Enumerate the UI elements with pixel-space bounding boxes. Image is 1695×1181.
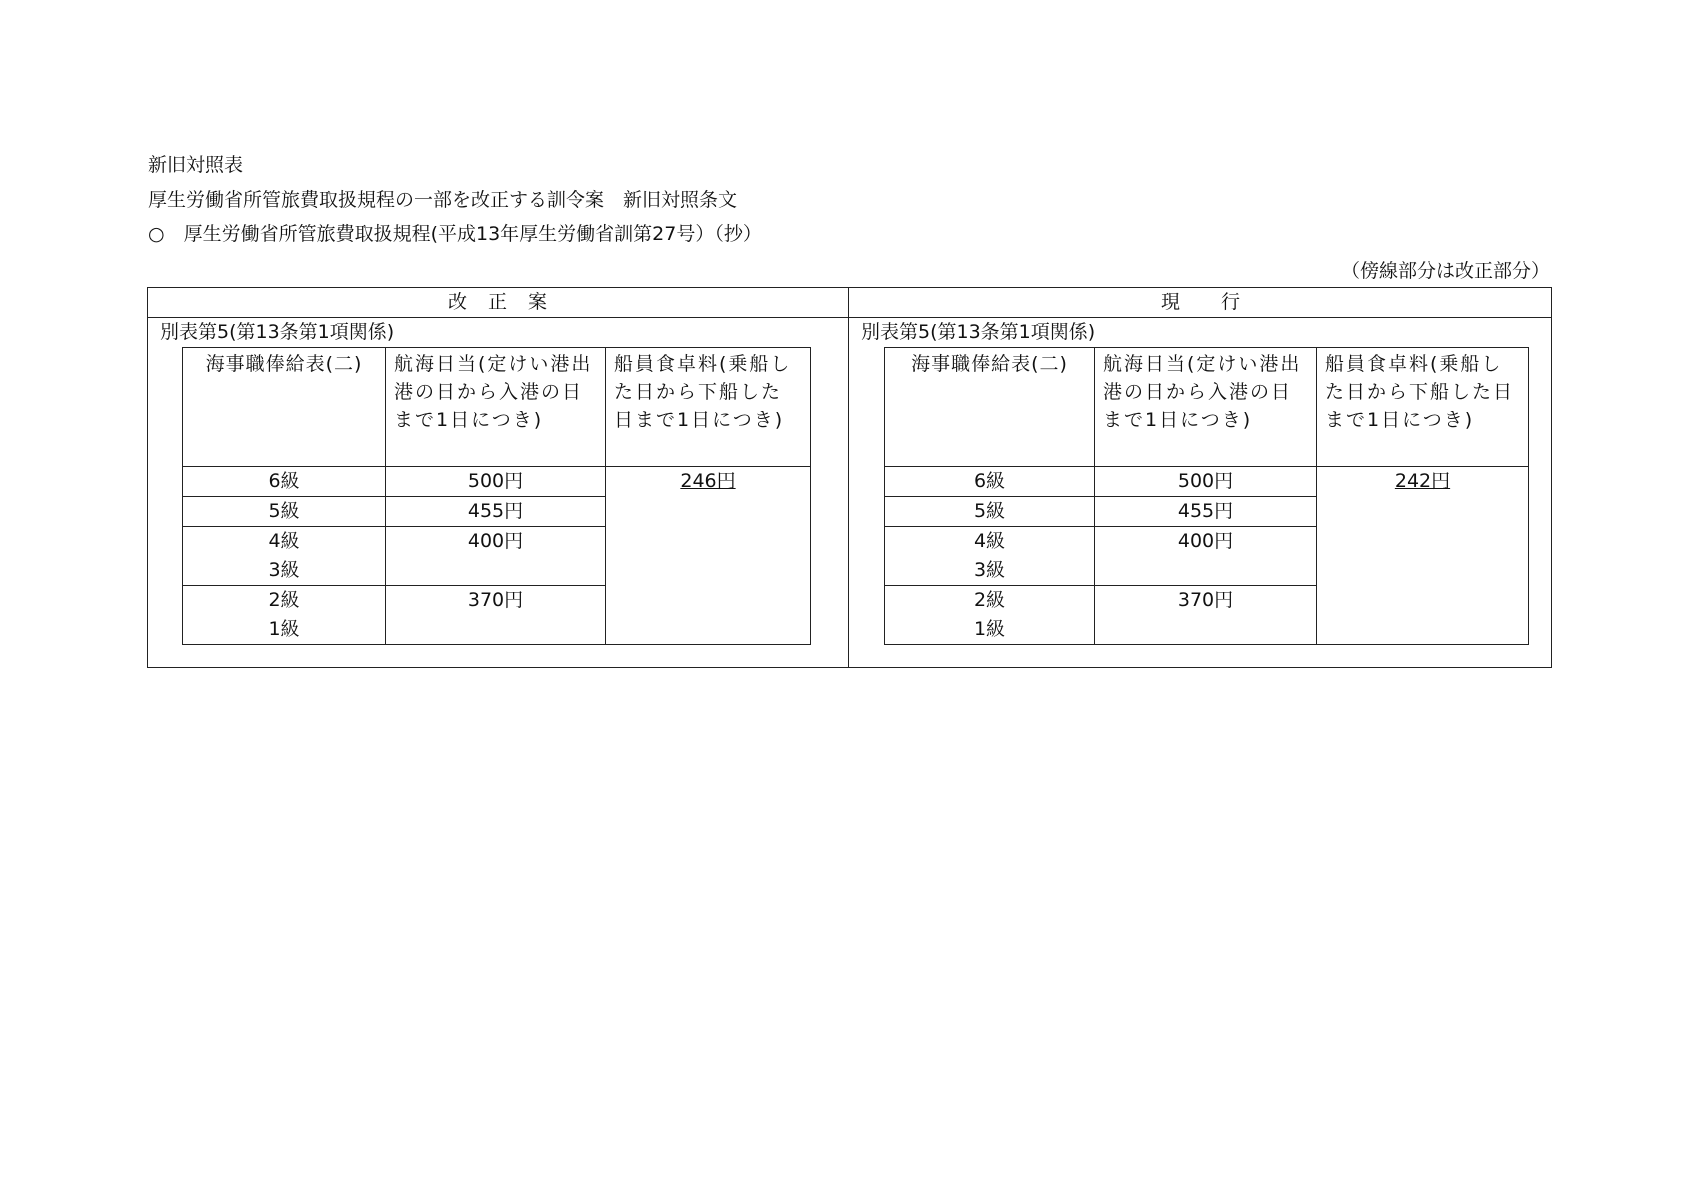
- voyage-allowance-cell: 455円: [1095, 497, 1317, 527]
- grade-cell: 2級 1級: [885, 586, 1095, 645]
- header-meal-allowance: 船員食卓料(乗船した日から下船した日まで1日につき): [1317, 348, 1529, 467]
- document-title: 新旧対照表: [148, 154, 244, 176]
- voyage-allowance-cell: 370円: [386, 586, 606, 645]
- comparison-table: [147, 287, 1552, 668]
- underline-note: （傍線部分は改正部分）: [1340, 260, 1550, 282]
- grade-cell: 5級: [885, 497, 1095, 527]
- meal-allowance-cell: [1317, 467, 1529, 645]
- voyage-allowance-cell: 370円: [1095, 586, 1317, 645]
- header-divider: [148, 317, 1551, 318]
- meal-allowance-cell: [606, 467, 811, 645]
- voyage-allowance-cell: 500円: [386, 467, 606, 497]
- voyage-allowance-cell: 400円: [386, 527, 606, 586]
- current-column-heading: 現 行: [1160, 291, 1241, 313]
- header-salary-scale: 海事職俸給表(二): [885, 348, 1095, 467]
- voyage-allowance-cell: 400円: [1095, 527, 1317, 586]
- current-meal-allowance: 242円: [1394, 470, 1451, 492]
- header-salary-scale: 海事職俸給表(二): [183, 348, 386, 467]
- header-meal-allowance: 船員食卓料(乗船した日から下船した日まで1日につき): [606, 348, 811, 467]
- grade-cell: 4級 3級: [885, 527, 1095, 586]
- column-divider: [848, 288, 849, 667]
- grade-cell: 6級: [885, 467, 1095, 497]
- current-salary-table: [884, 347, 1529, 645]
- grade-cell: 2級 1級: [183, 586, 386, 645]
- grade-cell: 4級 3級: [183, 527, 386, 586]
- header-voyage-allowance: 航海日当(定けい港出港の日から入港の日まで1日につき): [1095, 348, 1317, 467]
- header-voyage-allowance: 航海日当(定けい港出港の日から入港の日まで1日につき): [386, 348, 606, 467]
- revised-table-caption: 別表第5(第13条第1項関係): [160, 321, 395, 343]
- regulation-name: ○ 厚生労働省所管旅費取扱規程(平成13年厚生労働省訓第27号）（抄）: [148, 223, 762, 245]
- amended-meal-allowance: 246円: [680, 470, 736, 492]
- voyage-allowance-cell: 500円: [1095, 467, 1317, 497]
- current-table-caption: 別表第5(第13条第1項関係): [861, 321, 1096, 343]
- voyage-allowance-cell: 455円: [386, 497, 606, 527]
- grade-cell: 5級: [183, 497, 386, 527]
- revised-salary-table: [182, 347, 811, 645]
- grade-cell: 6級: [183, 467, 386, 497]
- document-subtitle: 厚生労働省所管旅費取扱規程の一部を改正する訓令案 新旧対照条文: [148, 189, 738, 211]
- revised-column-heading: 改 正 案: [447, 291, 548, 313]
